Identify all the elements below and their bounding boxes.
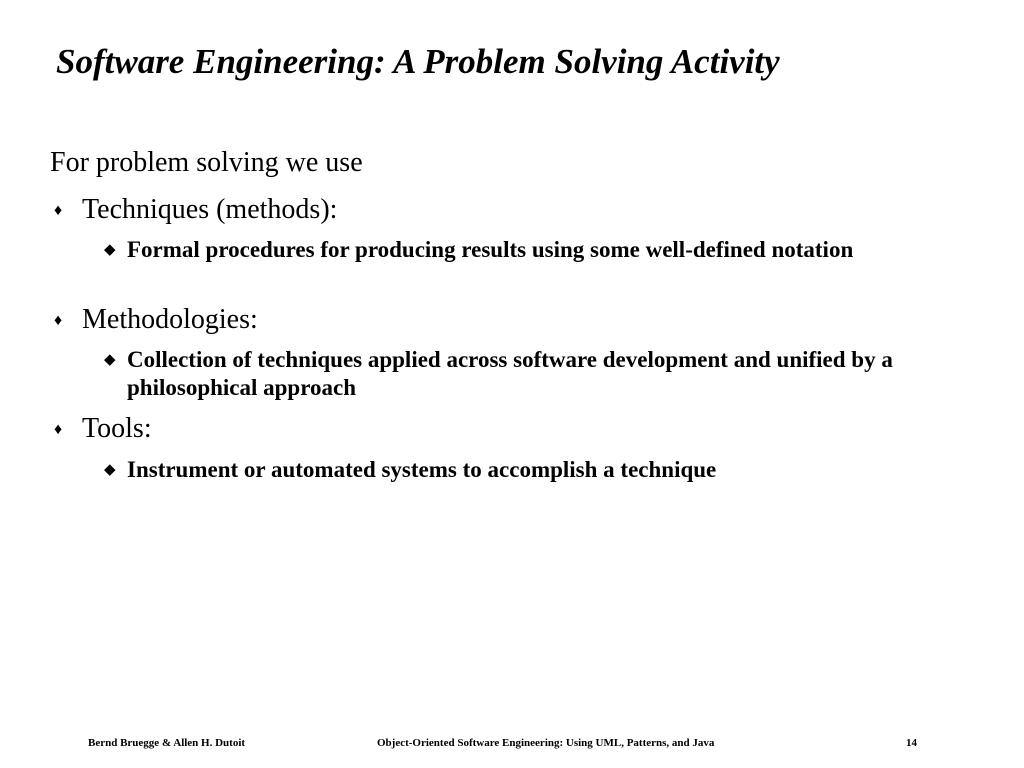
sub-bullet-text: Instrument or automated systems to accomplish a technique [127, 457, 717, 482]
diamond-bullet-icon: ♦ [54, 312, 63, 329]
sub-bullet-methodologies [104, 346, 944, 402]
footer-page-number: 14 [906, 737, 917, 749]
small-diamond-bullet-icon: ◆ [104, 462, 116, 478]
intro-text: For problem solving we use [50, 147, 363, 178]
small-diamond-bullet-icon: ◆ [104, 242, 116, 258]
footer-authors: Bernd Bruegge & Allen H. Dutoit [88, 737, 246, 749]
sub-bullet-text: Formal procedures for producing results using some well-defined notation [127, 237, 854, 262]
diamond-bullet-icon: ♦ [54, 421, 63, 438]
sub-bullet-tools [104, 456, 944, 484]
bullet-techniques [54, 194, 337, 226]
bullet-methodologies [54, 304, 258, 336]
bullet-label: Techniques (methods): [82, 194, 338, 225]
small-diamond-bullet-icon: ◆ [104, 352, 116, 368]
sub-bullet-techniques [104, 236, 944, 264]
bullet-label: Methodologies: [82, 304, 258, 335]
bullet-label: Tools: [82, 413, 152, 444]
bullet-tools [54, 413, 152, 445]
diamond-bullet-icon: ♦ [54, 202, 63, 219]
slide-title: Software Engineering: A Problem Solving Activity [56, 42, 780, 81]
sub-bullet-text: Collection of techniques applied across software development and unified by a philosophical approach [127, 347, 893, 400]
footer-book-title: Object-Oriented Software Engineering: Using UML, Patterns, and Java [377, 737, 715, 749]
